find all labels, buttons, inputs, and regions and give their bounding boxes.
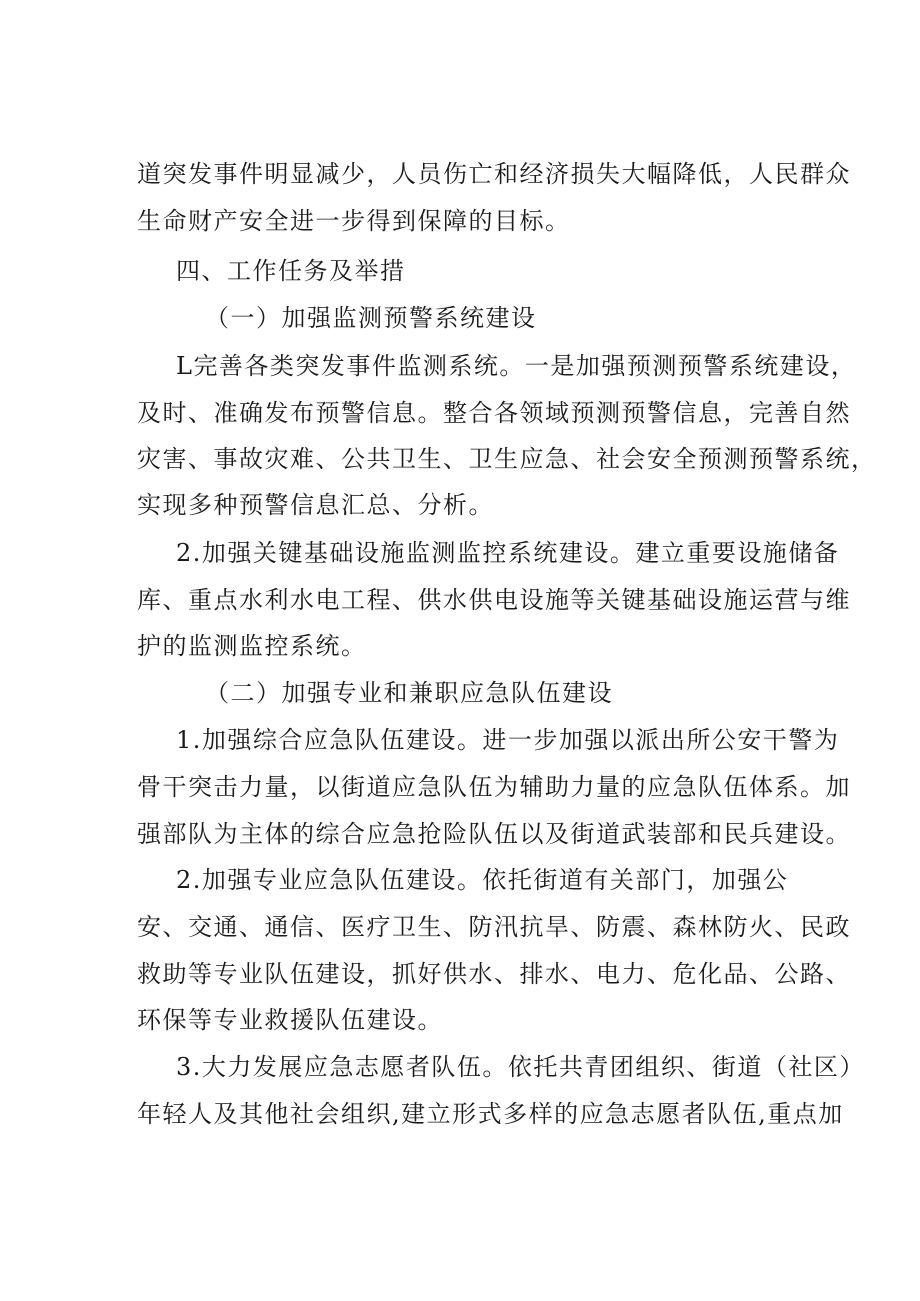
paragraph-line: 2.加强关键基础设施监测监控系统建设。建立重要设施储备 <box>176 539 840 567</box>
section-heading: 四、工作任务及举措 <box>176 257 406 285</box>
paragraph-line: 救助等专业队伍建设，抓好供水、排水、电力、危化品、公路、 <box>137 960 851 988</box>
paragraph-line: 库、重点水利水电工程、供水供电设施等关键基础设施运营与维 <box>137 586 851 614</box>
paragraph-line: 3.大力发展应急志愿者队伍。依托共青团组织、街道（社区） <box>176 1053 865 1081</box>
paragraph-line: 护的监测监控系统。 <box>137 632 367 660</box>
paragraph-line: 年轻人及其他社会组织,建立形式多样的应急志愿者队伍,重点加 <box>137 1100 844 1128</box>
paragraph-line: 强部队为主体的综合应急抢险队伍以及街道武装部和民兵建设。 <box>137 820 851 848</box>
paragraph-line: L完善各类突发事件监测系统。一是加强预测预警系统建设， <box>176 352 857 380</box>
paragraph-line: 道突发事件明显减少，人员伤亡和经济损失大幅降低，人民群众 <box>137 160 851 188</box>
paragraph-line: 安、交通、通信、医疗卫生、防汛抗旱、防震、森林防火、民政 <box>137 913 851 941</box>
paragraph-line: 1.加强综合应急队伍建设。进一步加强以派出所公安干警为 <box>176 726 840 754</box>
subsection-heading: （二）加强专业和兼职应急队伍建设 <box>205 679 613 707</box>
paragraph-line: 及时、准确发布预警信息。整合各领域预测预警信息，完善自然 <box>137 399 851 427</box>
paragraph-line: 实现多种预警信息汇总、分析。 <box>137 491 494 519</box>
paragraph-line: 环保等专业救援队伍建设。 <box>137 1006 443 1034</box>
subsection-heading: （一）加强监测预警系统建设 <box>205 304 537 332</box>
paragraph-line: 骨干突击力量，以街道应急队伍为辅助力量的应急队伍体系。加 <box>137 773 851 801</box>
paragraph-line: 生命财产安全进一步得到保障的目标。 <box>137 207 571 235</box>
paragraph-line: 2.加强专业应急队伍建设。依托街道有关部门，加强公 <box>176 866 789 894</box>
paragraph-line: 灾害、事故灾难、公共卫生、卫生应急、社会安全预测预警系统， <box>137 445 877 473</box>
